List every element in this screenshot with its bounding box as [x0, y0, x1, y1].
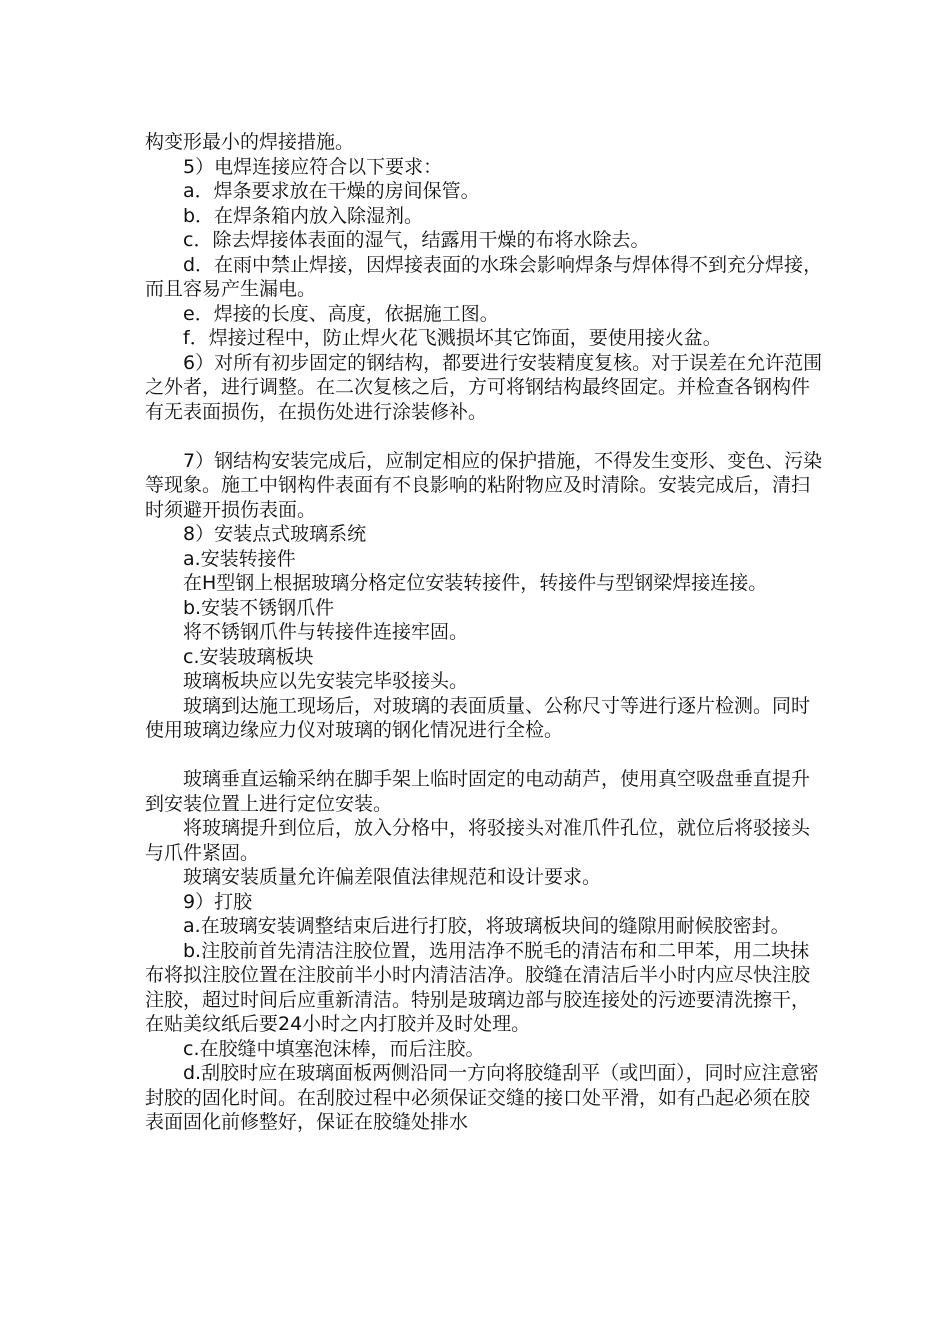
paragraph: 将不锈钢爪件与转接件连接牢固。: [183, 621, 469, 643]
paragraph: b.安装不锈钢爪件: [183, 596, 335, 619]
paragraph-gap: [145, 743, 825, 768]
paragraph: a.在玻璃安装调整结束后进行打胶，将玻璃板块间的缝隙用耐候胶密封。: [183, 915, 790, 937]
document-body: [145, 130, 825, 1135]
paragraph-gap: [145, 424, 825, 449]
paragraph: 玻璃安装质量允许偏差限值法律规范和设计要求。: [183, 866, 602, 888]
paragraph: 玻璃垂直运输采纳在脚手架上临时固定的电动葫芦，使用真空吸盘垂直提升到安装位置上进行定位安装。: [145, 768, 811, 815]
paragraph: d.刮胶时应在玻璃面板两侧沿同一方向将胶缝刮平（或凹面），同时应注意密封胶的固化时间。在刮胶过程中必须保证交缝的接口处平滑，如有凸起必须在胶表面固化前修整好，保证在胶缝处排水: [145, 1062, 819, 1133]
paragraph: a．焊条要求放在干燥的房间保管。: [183, 180, 480, 202]
paragraph: 构变形最小的焊接措施。: [145, 131, 355, 153]
paragraph: 7）钢结构安装完成后，应制定相应的保护措施，不得发生变形、变色、污染等现象。施工中钢构件表面有不良影响的粘附物应及时清除。安装完成后，清扫时须避开损伤表面。: [145, 449, 823, 521]
paragraph: b.注胶前首先清洁注胶位置，选用洁净不脱毛的清洁布和二甲苯，用二块抹布将拟注胶位置在注胶前半小时内清洁洁净。胶缝在清洁后半小时内应尽快注胶注胶，超过时间后应重新清洁。特别是玻璃边部与胶连接处的污迹要清洗擦干，在贴美纹纸后要24小时之内打胶并及时处理。: [145, 939, 811, 1035]
paragraph: c.安装玻璃板块: [183, 645, 314, 668]
paragraph: e．焊接的长度、高度，依据施工图。: [183, 302, 499, 325]
paragraph: f．焊接过程中，防止焊火花飞溅损坏其它饰面，要使用接火盆。: [183, 327, 722, 349]
paragraph: d．在雨中禁止焊接，因焊接表面的水珠会影响焊条与焊体得不到充分焊接，而且容易产生漏电。: [145, 253, 823, 300]
paragraph: 玻璃板块应以先安装完毕驳接头。: [183, 670, 469, 692]
paragraph: 6）对所有初步固定的钢结构，都要进行安装精度复核。对于误差在允许范围之外者，进行调整。在二次复核之后，方可将钢结构最终固定。并检查各钢构件有无表面损伤，在损伤处进行涂装修补。: [145, 351, 823, 423]
paragraph: 5）电焊连接应符合以下要求：: [183, 155, 443, 178]
paragraph: b．在焊条箱内放入除湿剂。: [183, 204, 424, 227]
paragraph: 8）安装点式玻璃系统: [183, 523, 367, 545]
paragraph: 将玻璃提升到位后，放入分格中，将驳接头对准爪件孔位，就位后将驳接头与爪件紧固。: [145, 817, 811, 864]
paragraph: a.安装转接件: [183, 547, 296, 570]
paragraph: 9）打胶: [183, 890, 253, 913]
paragraph: 在H型钢上根据玻璃分格定位安装转接件，转接件与型钢梁焊接连接。: [183, 572, 768, 594]
paragraph: 玻璃到达施工现场后，对玻璃的表面质量、公称尺寸等进行逐片检测。同时使用玻璃边缘应力仪对玻璃的钢化情况进行全检。: [145, 694, 811, 741]
paragraph: c.在胶缝中填塞泡沫棒，而后注胶。: [183, 1037, 485, 1060]
paragraph: c．除去焊接体表面的湿气，结露用干燥的布将水除去。: [183, 229, 650, 251]
